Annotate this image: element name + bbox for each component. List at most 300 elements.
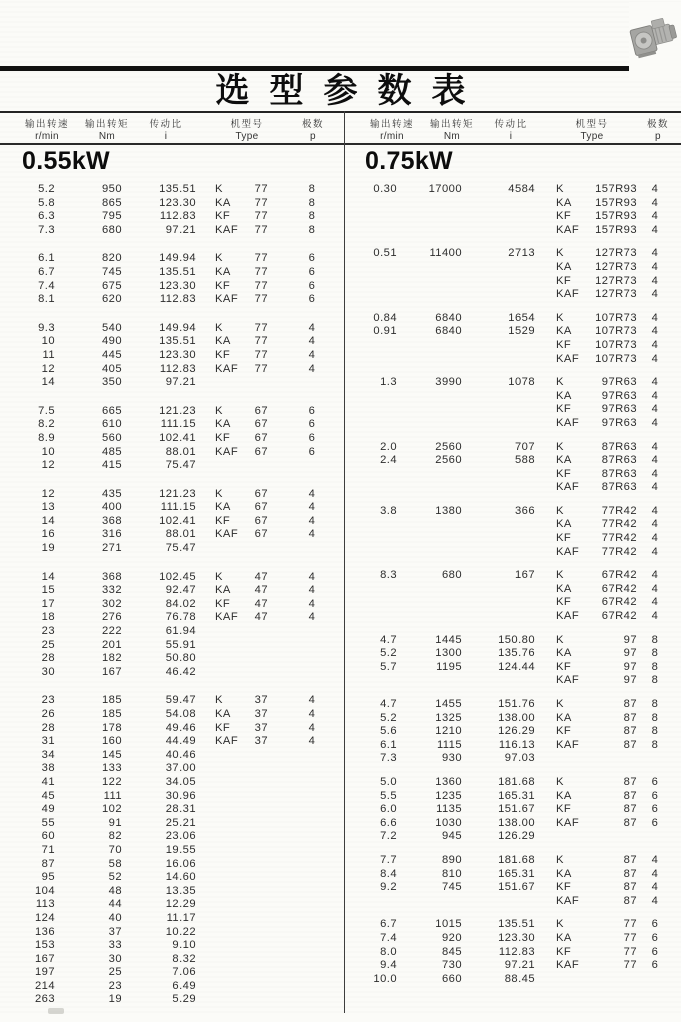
speed-cell: 167 [34,952,55,965]
type-prefix-cell: K [556,775,564,788]
type-prefix-cell: KA [215,196,231,209]
type-prefix-cell [196,912,253,926]
table-row [345,712,681,726]
ratio-cell: 1654 [508,311,535,324]
poles-cell: 8 [651,674,659,687]
table-row [345,776,681,790]
torque-cell [397,224,462,238]
type-size-cell: 97 [623,674,637,687]
speed-cell: 9.4 [380,959,397,972]
torque-cell: 920 [441,931,462,944]
speed-cell: 0.84 [373,311,397,324]
poles-cell: 6 [651,959,659,972]
row-group [345,569,681,623]
poles-cell: 8 [651,711,659,724]
page-title: 选型参数表 [215,72,486,110]
speed-cell [345,610,397,624]
row-group [0,322,345,390]
table-row [0,708,345,722]
poles-cell: 4 [651,325,659,338]
type-size-cell: 157R93 [595,183,637,195]
type-prefix-cell: KAF [215,293,239,306]
ratio-cell: 123.30 [159,348,196,361]
speed-cell: 9.3 [38,321,55,334]
speed-cell: 10 [41,335,55,348]
table-row [0,749,345,763]
type-size-cell: 97 [623,633,637,646]
table-row [345,868,681,882]
poles-cell [268,939,334,953]
speed-cell: 26 [41,708,55,720]
speed-cell: 17 [41,597,55,610]
torque-cell: 145 [101,748,122,761]
torque-cell: 490 [101,335,122,348]
type-size-cell: 127R73 [595,260,637,273]
ratio-cell: 121.23 [159,487,196,500]
type-size-cell: 67 [254,404,268,417]
type-prefix-cell [196,953,253,967]
parameter-tables [0,146,681,1022]
type-size-cell: 87R63 [601,454,637,467]
ratio-cell [462,353,535,367]
poles-cell: 4 [651,596,659,609]
row-group [345,505,681,559]
poles-cell: 4 [651,894,659,907]
poles-cell: 4 [308,584,316,597]
poles-cell [268,459,334,473]
type-size-cell [253,817,268,831]
speed-cell: 38 [41,762,55,775]
poles-cell: 8 [651,660,659,673]
speed-cell: 9.2 [380,881,397,894]
table-row [0,611,345,625]
ratio-cell: 50.80 [165,652,196,665]
poles-cell: 4 [308,597,316,610]
torque-cell: 182 [101,652,122,665]
ratio-cell [462,261,535,275]
ratio-cell: 23.06 [165,830,196,843]
type-prefix-cell: KF [556,596,572,609]
type-prefix-cell: KAF [215,362,239,375]
type-size-cell: 97R63 [601,403,637,416]
type-size-cell [253,912,268,926]
type-prefix-cell [196,993,253,1007]
type-prefix-cell: KA [215,335,231,348]
poles-cell: 8 [651,647,659,660]
ratio-cell: 97.21 [165,223,196,236]
type-size-cell [253,776,268,790]
torque-cell: 91 [108,816,122,829]
table-row [0,926,345,940]
type-size-cell: 67 [254,418,268,431]
type-size-cell: 77 [254,252,268,265]
type-size-cell: 77 [254,293,268,306]
table-row [0,363,345,377]
torque-cell: 2560 [435,440,462,453]
type-prefix-cell: KAF [556,223,580,236]
table-row [0,224,345,238]
column-header-unit: Type [235,130,259,142]
table-row [345,518,681,532]
speed-cell: 12 [41,487,55,500]
ratio-cell [462,546,535,560]
type-size-cell [253,459,268,473]
type-prefix-cell: KF [556,467,572,480]
table-row [0,542,345,556]
table-row [0,571,345,585]
cutoff-text-fragment [48,1008,64,1014]
poles-cell [268,830,334,844]
table-row [0,898,345,912]
ratio-cell: 135.76 [498,647,535,660]
poles-cell: 4 [651,376,659,389]
type-size-cell [253,830,268,844]
type-prefix-cell: KAF [215,735,239,748]
speed-cell: 6.7 [380,918,397,931]
speed-cell: 28 [41,652,55,665]
table-row [345,197,681,211]
poles-cell: 6 [651,816,659,829]
torque-cell: 160 [101,735,122,748]
speed-cell [345,339,397,353]
gear-motor-icon [629,8,679,74]
torque-cell: 6840 [435,311,462,324]
poles-cell: 4 [308,514,316,527]
type-prefix-cell: K [556,247,564,260]
speed-cell: 7.4 [38,279,55,292]
type-size-cell: 67 [254,501,268,514]
poles-cell: 4 [651,389,659,402]
table-row [345,674,681,688]
ratio-cell [462,210,535,224]
torque-cell [397,895,462,909]
column-header-label: 传动比 [494,119,528,130]
ratio-cell [462,468,535,482]
torque-cell: 316 [101,528,122,541]
ratio-cell: 46.42 [165,665,196,678]
type-prefix-cell [196,639,253,653]
table-row [0,844,345,858]
row-group [345,183,681,237]
type-size-cell [253,376,268,390]
table-row [0,639,345,653]
ratio-cell: 75.47 [165,542,196,555]
type-prefix-cell [196,762,253,776]
torque-cell: 540 [101,321,122,334]
poles-cell [268,980,334,994]
type-prefix-cell: KAF [556,416,580,429]
table-row [0,830,345,844]
table-row [345,417,681,431]
speed-cell: 12 [41,459,55,472]
speed-cell: 28 [41,721,55,734]
poles-cell: 8 [308,210,316,223]
torque-cell: 1115 [436,738,462,751]
table-header-band [0,111,681,145]
ratio-cell: 135.51 [159,183,196,195]
speed-cell: 136 [34,925,55,938]
torque-cell: 680 [101,223,122,236]
type-prefix-cell: KF [215,348,231,361]
column-header-unit: Nm [98,130,116,142]
torque-cell: 1015 [435,918,462,931]
ratio-cell: 44.49 [165,735,196,748]
poles-cell: 6 [651,775,659,788]
table-row [345,946,681,960]
type-prefix-cell: KA [556,789,572,802]
poles-cell [268,912,334,926]
row-group [345,247,681,301]
type-prefix-cell: K [215,404,223,417]
type-prefix-cell: KA [556,389,572,402]
table-row [345,854,681,868]
type-prefix-cell: K [556,918,564,931]
poles-cell: 4 [308,528,316,541]
type-prefix-cell: KF [215,597,231,610]
poles-cell: 4 [651,545,659,558]
speed-cell: 16 [41,528,55,541]
torque-cell [397,674,462,688]
poles-cell [268,858,334,872]
poles-cell: 4 [308,362,316,375]
torque-cell: 795 [101,210,122,223]
speed-cell [345,481,397,495]
table-row [0,666,345,680]
type-size-cell: 77 [254,196,268,209]
type-prefix-cell: KA [556,931,572,944]
type-prefix-cell: KAF [556,738,580,751]
table-row [0,335,345,349]
poles-cell [268,926,334,940]
poles-cell: 4 [651,518,659,531]
torque-cell: 730 [441,959,462,972]
table-row [0,252,345,266]
ratio-cell: 167 [514,569,535,582]
type-prefix-cell [196,625,253,639]
type-prefix-cell [196,939,253,953]
table-row [0,939,345,953]
speed-cell [345,224,397,238]
table-row [0,993,345,1007]
type-size-cell: 77 [254,348,268,361]
poles-cell: 8 [651,738,659,751]
column-header-i [494,116,527,142]
ratio-cell: 97.03 [504,752,535,765]
type-prefix-cell: KAF [556,288,580,301]
type-prefix-cell: KA [556,196,572,209]
torque-cell: 1455 [435,698,462,710]
row-groups [345,183,681,986]
ratio-cell: 55.91 [165,638,196,651]
torque-cell [397,288,462,302]
poles-cell [268,898,334,912]
speed-cell: 6.7 [38,265,55,278]
speed-cell [345,403,397,417]
row-group [0,252,345,306]
table-row [0,817,345,831]
type-size-cell [592,973,637,987]
torque-cell [397,261,462,275]
speed-cell: 1.3 [380,376,397,389]
poles-cell: 6 [651,931,659,944]
type-prefix-cell [196,926,253,940]
type-size-cell: 127R73 [595,247,637,260]
torque-cell: 332 [101,584,122,597]
gear-motor-photo [629,2,681,78]
speed-cell: 14 [41,514,55,527]
poles-cell: 6 [651,789,659,802]
type-size-cell [253,749,268,763]
column-header-unit: r/min [35,130,59,142]
row-group [345,634,681,688]
poles-cell [268,776,334,790]
type-prefix-cell: KAF [215,223,239,236]
poles-cell: 4 [308,570,316,583]
type-size-cell: 47 [254,611,268,624]
poles-cell: 6 [308,418,316,431]
type-prefix-cell: K [215,570,223,583]
speed-cell [345,288,397,302]
speed-cell [345,596,397,610]
table-row [345,698,681,712]
poles-cell [637,752,673,766]
table-row [345,739,681,753]
torque-cell: 3990 [435,376,462,389]
poles-cell [268,871,334,885]
type-size-cell [253,871,268,885]
type-size-cell: 87 [623,711,637,724]
type-size-cell: 67 [254,514,268,527]
type-prefix-cell: KA [556,867,572,880]
type-size-cell: 87 [623,775,637,788]
column-header-label: 输出转速 [24,119,70,130]
torque-cell: 845 [441,945,462,958]
torque-cell: 185 [101,708,122,720]
torque-cell: 82 [108,830,122,843]
torque-cell: 400 [101,501,122,514]
torque-cell: 665 [101,404,122,417]
type-size-cell: 77 [254,279,268,292]
torque-cell: 1210 [435,725,462,738]
type-size-cell: 87R63 [601,467,637,480]
ratio-cell [462,224,535,238]
ratio-cell [462,895,535,909]
ratio-cell [462,674,535,688]
type-prefix-cell: K [556,504,564,517]
table-row [0,871,345,885]
table-row [345,830,681,844]
ratio-cell: 123.30 [498,931,535,944]
type-prefix-cell: KF [215,279,231,292]
column-header-Type [575,116,608,142]
poles-cell: 4 [651,504,659,517]
type-prefix-cell [196,844,253,858]
table-row [345,583,681,597]
poles-cell: 4 [308,487,316,500]
table-row [345,918,681,932]
poles-cell: 6 [651,803,659,816]
table-row [0,652,345,666]
table-row [0,790,345,804]
ratio-cell: 123.30 [159,196,196,209]
table-row [345,546,681,560]
ratio-cell: 75.47 [165,459,196,472]
table-row [0,501,345,515]
torque-cell: 1360 [435,775,462,788]
type-size-cell: 77 [254,183,268,195]
type-size-cell: 77 [254,335,268,348]
poles-cell: 4 [308,694,316,707]
ratio-cell: 588 [514,454,535,467]
torque-cell: 17000 [428,183,462,195]
type-prefix-cell: K [215,321,223,334]
poles-cell [268,803,334,817]
type-prefix-cell [196,666,253,680]
torque-cell: 185 [101,694,122,707]
type-prefix-cell: KF [556,532,572,545]
type-prefix-cell: K [556,698,564,710]
table-row [345,532,681,546]
ratio-cell: 97.21 [165,376,196,389]
poles-cell: 4 [651,440,659,453]
torque-cell: 560 [101,431,122,444]
torque-cell: 620 [101,293,122,306]
torque-cell [397,275,462,289]
poles-cell: 4 [651,853,659,866]
speed-cell: 95 [41,871,55,884]
table-row [0,722,345,736]
poles-cell: 4 [651,481,659,494]
row-group [345,918,681,986]
type-size-cell: 77R42 [601,504,637,517]
row-group [0,405,345,473]
type-prefix-cell [196,817,253,831]
type-size-cell: 97 [623,647,637,660]
row-group [0,488,345,556]
ratio-cell [462,339,535,353]
type-size-cell: 87R63 [601,440,637,453]
speed-cell: 55 [41,816,55,829]
type-prefix-cell: KAF [556,959,580,972]
speed-cell: 10.0 [373,972,397,985]
speed-cell: 263 [34,993,55,1006]
ratio-cell: 16.06 [165,857,196,870]
type-prefix-cell: KA [556,260,572,273]
type-prefix-cell [196,790,253,804]
type-size-cell: 87 [623,867,637,880]
torque-cell: 102 [101,803,122,816]
ratio-cell: 151.76 [498,698,535,710]
type-size-cell [253,980,268,994]
speed-cell: 5.2 [380,647,397,660]
torque-cell [397,546,462,560]
poles-cell: 4 [651,532,659,545]
ratio-cell: 1529 [508,325,535,338]
row-group [0,571,345,680]
speed-cell: 8.4 [380,867,397,880]
speed-cell: 15 [41,584,55,597]
torque-cell: 610 [101,418,122,431]
table-row [345,610,681,624]
table-row [0,280,345,294]
torque-cell [397,532,462,546]
type-prefix-cell: KAF [215,611,239,624]
table-row [345,817,681,831]
table-row [0,418,345,432]
type-prefix-cell [196,376,253,390]
torque-cell: 122 [101,775,122,788]
type-prefix-cell [196,980,253,994]
